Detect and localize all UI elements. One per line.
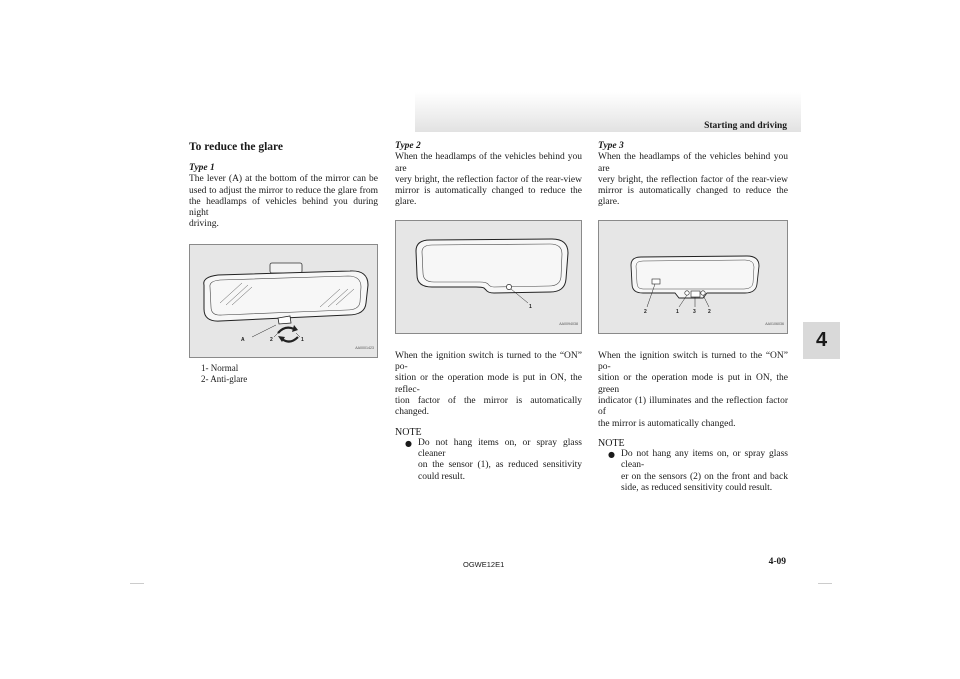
running-header: Starting and driving (704, 121, 787, 131)
type-3-line-2: very bright, the reflection factor of the rear-view (598, 174, 788, 185)
note-line-2: er on the sensors (2) on the front and back (621, 471, 788, 482)
bullet-icon: ● (405, 438, 412, 448)
mirror-illustration (190, 245, 379, 359)
note-line-3: side, as reduced sensitivity could result. (621, 483, 773, 494)
note-item (598, 449, 788, 494)
figure-label-3: 3 (693, 308, 696, 315)
type-2-line-2: very bright, the reflection factor of the rear-view (395, 174, 582, 185)
note-item (395, 438, 582, 483)
type-2-line-1: When the headlamps of the vehicles behind you are (395, 152, 582, 174)
note-heading: NOTE (598, 437, 625, 449)
column-type-3 (598, 141, 788, 494)
figure-label-2: 2 (644, 308, 647, 315)
type-2-body-line-3: tion factor of the mirror is automatically changed. (395, 395, 582, 418)
chapter-tab[interactable]: 4 (803, 322, 840, 359)
type-3-body-line-3: indicator (1) illuminates and the reflection factor of (598, 395, 788, 418)
crop-mark (818, 583, 832, 584)
section-title: To reduce the glare (189, 141, 284, 153)
note-line-3: could result. (418, 471, 465, 482)
legend-item-normal: 1- Normal (201, 362, 239, 373)
figure-label-1: 1 (529, 303, 532, 310)
type-2-label: Type 2 (395, 141, 421, 151)
auto-mirror-figure-type-3 (598, 220, 788, 334)
type-3-body-line-1: When the ignition switch is turned to the “ON” po- (598, 350, 788, 373)
manual-mirror-figure (189, 244, 378, 358)
page-number: 4-09 (768, 557, 786, 567)
type-3-body-line-2: sition or the operation mode is put in ON, the green (598, 373, 788, 395)
type-3-line-3: mirror is automatically changed to reduce the glare. (598, 186, 788, 208)
type-1-line-1: The lever (A) at the bottom of the mirror can be (189, 174, 378, 185)
document-code: OGWE12E1 (463, 560, 505, 569)
note-heading: NOTE (395, 426, 422, 438)
note-line-1: Do not hang any items on, or spray glass clean- (621, 449, 788, 471)
note-line-2: on the sensor (1), as reduced sensitivity (418, 460, 582, 471)
type-2-body-line-1: When the ignition switch is turned to the “ON” po- (395, 350, 582, 373)
bullet-icon: ● (608, 450, 615, 460)
auto-mirror-figure-type-2 (395, 220, 582, 334)
type-1-line-3: the headlamps of vehicles behind you during night (189, 196, 378, 219)
figure-code: AA0094038 (559, 322, 578, 327)
type-2-body-line-2: sition or the operation mode is put in ON, the reflec- (395, 373, 582, 395)
figure-label-a: A (241, 336, 245, 343)
type-3-label: Type 3 (598, 141, 624, 151)
figure-label-1: 1 (301, 336, 304, 343)
figure-code: AA0106036 (765, 322, 784, 327)
figure-label-2: 2 (270, 336, 273, 343)
figure-code: AA0001423 (355, 346, 374, 351)
type-1-label: Type 1 (189, 163, 215, 173)
column-type-2 (395, 141, 582, 483)
column-type-1 (189, 141, 378, 385)
figure-legend (189, 363, 378, 385)
type-1-line-4: driving. (189, 219, 219, 230)
note-line-1: Do not hang items on, or spray glass cleaner (418, 437, 582, 460)
type-3-line-1: When the headlamps of the vehicles behind you are (598, 152, 788, 174)
legend-item-anti-glare: 2- Anti-glare (201, 373, 248, 384)
type-1-line-2: used to adjust the mirror to reduce the glare from (189, 185, 378, 196)
crop-mark (130, 583, 144, 584)
figure-label-1: 1 (676, 308, 679, 315)
figure-label-2b: 2 (708, 308, 711, 315)
type-3-body-line-4: the mirror is automatically changed. (598, 418, 736, 429)
mirror-illustration (396, 221, 583, 335)
type-2-line-3: mirror is automatically changed to reduce the glare. (395, 186, 582, 208)
